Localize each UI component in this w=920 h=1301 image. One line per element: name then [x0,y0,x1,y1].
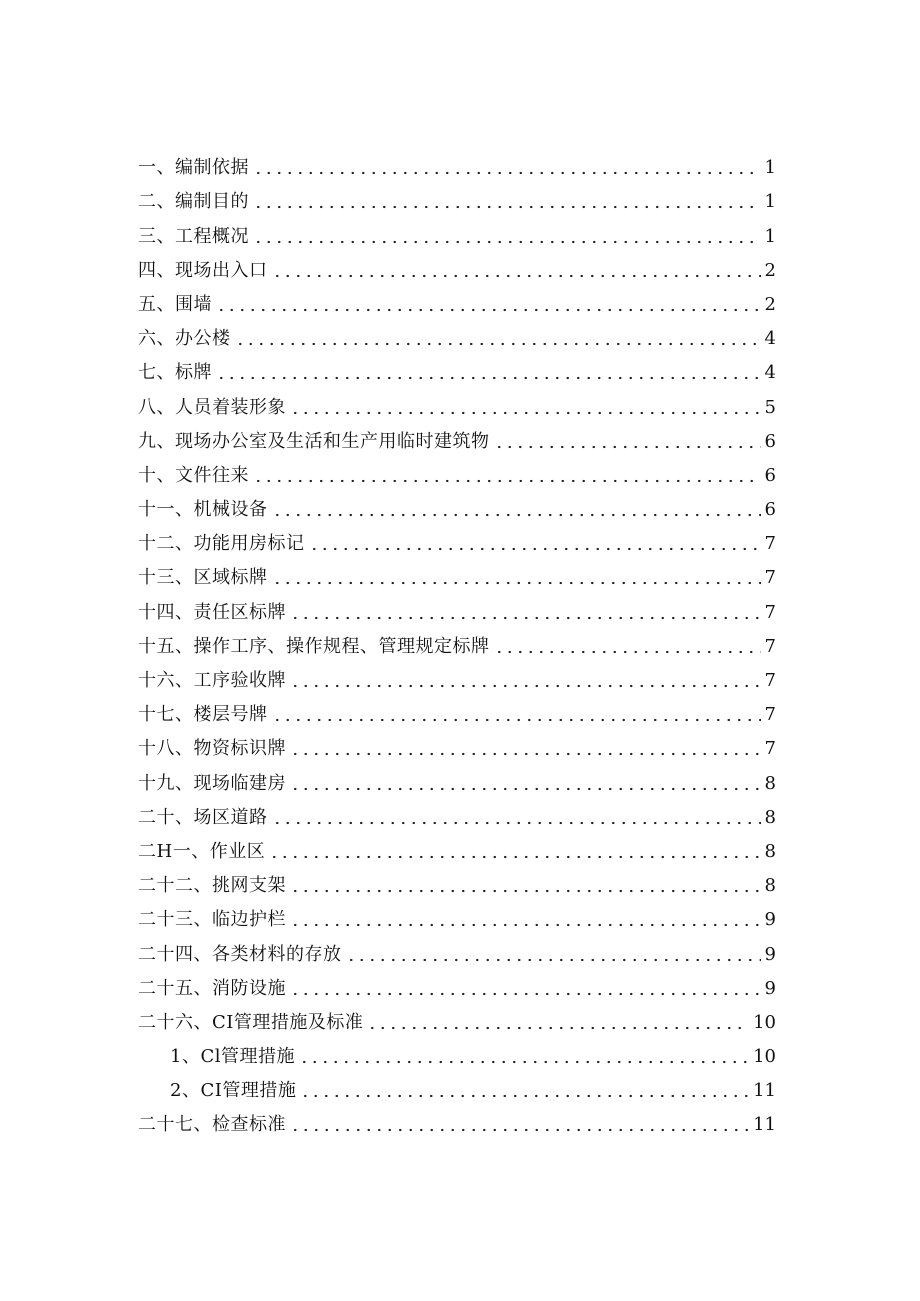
toc-dot-leader [253,171,761,175]
toc-dot-leader [290,889,761,893]
toc-entry-page-number: 2 [764,259,776,281]
toc-entry-page-number: 9 [764,909,776,931]
toc-entry[interactable] [138,1067,776,1101]
toc-entry[interactable] [138,862,776,896]
toc-entry[interactable] [138,554,776,588]
toc-entry-title: 十七、楼层号牌 [138,704,268,726]
toc-dot-leader [235,342,761,346]
toc-entry[interactable] [138,315,776,349]
toc-entry-title: 一、编制依据 [138,157,249,179]
toc-dot-leader [253,205,761,209]
toc-entry-page-number: 1 [764,191,776,213]
toc-entry[interactable] [138,144,776,178]
toc-entry-title: 十、文件往来 [138,464,249,486]
toc-entry[interactable] [138,383,776,417]
toc-entry-title: 十九、现场临建房 [138,772,286,794]
toc-entry-title: 十一、机械设备 [138,499,268,521]
toc-entry[interactable] [138,418,776,452]
toc-entry-page-number: 8 [764,875,776,897]
toc-entry[interactable] [138,999,776,1033]
toc-entry[interactable] [138,212,776,246]
toc-entry[interactable] [138,759,776,793]
toc-entry[interactable] [138,657,776,691]
toc-entry-title: 八、人员着装形象 [138,396,286,418]
toc-dot-leader [216,376,761,380]
toc-entry-title: 十三、区域标牌 [138,567,268,589]
toc-entry-title: 五、围墙 [138,293,212,315]
toc-dot-leader [290,992,761,996]
toc-entry-title: 二十四、各类材料的存放 [138,943,342,965]
toc-entry-title: 二H一、作业区 [138,840,266,862]
toc-entry[interactable] [138,896,776,930]
toc-entry-title: 十四、责任区标牌 [138,601,286,623]
toc-entry[interactable] [138,1033,776,1067]
toc-dot-leader [309,547,761,551]
toc-dot-leader [299,1060,749,1064]
toc-dot-leader [494,650,761,654]
toc-dot-leader [367,1026,749,1030]
toc-entry-page-number: 6 [764,430,776,452]
toc-entry-page-number: 7 [764,738,776,760]
toc-entry-page-number: 8 [764,772,776,794]
toc-entry-page-number: 7 [764,533,776,555]
table-of-contents [138,144,776,1135]
toc-entry[interactable] [138,247,776,281]
toc-dot-leader [272,513,761,517]
toc-dot-leader [290,787,761,791]
toc-dot-leader [269,855,760,859]
toc-dot-leader [290,923,761,927]
toc-entry-title: 二十二、挑网支架 [138,875,286,897]
toc-entry-title: 二十七、检查标准 [138,1114,286,1136]
toc-entry[interactable] [138,965,776,999]
toc-dot-leader [290,752,761,756]
toc-entry-title: 二十五、消防设施 [138,977,286,999]
toc-dot-leader [290,616,761,620]
toc-entry-page-number: 7 [764,601,776,623]
toc-entry-page-number: 4 [764,362,776,384]
toc-entry-title: 1、Cl管理措施 [170,1046,295,1068]
toc-entry[interactable] [138,520,776,554]
toc-entry-page-number: 11 [753,1114,776,1136]
toc-dot-leader [346,958,761,962]
toc-entry[interactable] [138,178,776,212]
toc-entry-page-number: 2 [764,293,776,315]
toc-dot-leader [290,684,761,688]
toc-entry-page-number: 6 [764,499,776,521]
toc-entry[interactable] [138,930,776,964]
toc-dot-leader [272,821,761,825]
toc-dot-leader [253,479,761,483]
toc-entry-title: 十五、操作工序、操作规程、管理规定标牌 [138,635,490,657]
toc-dot-leader [290,411,761,415]
toc-dot-leader [300,1094,749,1098]
toc-entry-title: 2、CI管理措施 [170,1080,297,1102]
toc-entry-page-number: 6 [764,464,776,486]
toc-entry-title: 十二、功能用房标记 [138,533,305,555]
toc-entry-page-number: 9 [764,977,776,999]
toc-entry-title: 十八、物资标识牌 [138,738,286,760]
toc-dot-leader [272,274,761,278]
toc-entry[interactable] [138,691,776,725]
toc-entry[interactable] [138,725,776,759]
toc-entry[interactable] [138,623,776,657]
toc-entry-title: 二十、场区道路 [138,806,268,828]
toc-entry-page-number: 8 [764,806,776,828]
toc-entry-page-number: 1 [764,157,776,179]
toc-entry-page-number: 7 [764,635,776,657]
toc-entry[interactable] [138,588,776,622]
toc-entry-page-number: 7 [764,670,776,691]
toc-dot-leader [253,240,761,244]
toc-entry-page-number: 9 [764,943,776,965]
toc-entry-title: 九、现场办公室及生活和生产用临时建筑物 [138,430,490,452]
toc-entry-page-number: 7 [764,567,776,589]
toc-entry-page-number: 5 [764,396,776,418]
toc-dot-leader [494,445,761,449]
toc-entry[interactable] [138,349,776,383]
toc-entry[interactable] [138,486,776,520]
toc-dot-leader [272,581,761,585]
toc-entry-title: 四、现场出入口 [138,259,268,281]
toc-entry-page-number: 1 [764,225,776,247]
toc-entry-page-number: 8 [764,840,776,862]
toc-entry[interactable] [138,452,776,486]
toc-entry-page-number: 7 [764,704,776,726]
toc-dot-leader [272,718,761,722]
toc-entry-title: 二十六、CI管理措施及标准 [138,1011,364,1033]
toc-entry[interactable] [138,794,776,828]
toc-entry[interactable] [138,1101,776,1135]
toc-entry[interactable] [138,281,776,315]
toc-entry[interactable] [138,828,776,862]
toc-entry-title: 三、工程概况 [138,225,249,247]
toc-entry-page-number: 10 [753,1046,776,1068]
toc-entry-page-number: 10 [753,1011,776,1033]
toc-entry-page-number: 4 [764,328,776,350]
toc-entry-title: 二十三、临边护栏 [138,909,286,931]
toc-entry-title: 十六、工序验收牌 [138,670,286,691]
toc-entry-page-number: 11 [753,1080,776,1102]
toc-dot-leader [290,1128,749,1132]
toc-entry-title: 二、编制目的 [138,191,249,213]
toc-entry-title: 七、标牌 [138,362,212,384]
toc-dot-leader [216,308,761,312]
toc-entry-title: 六、办公楼 [138,328,231,350]
